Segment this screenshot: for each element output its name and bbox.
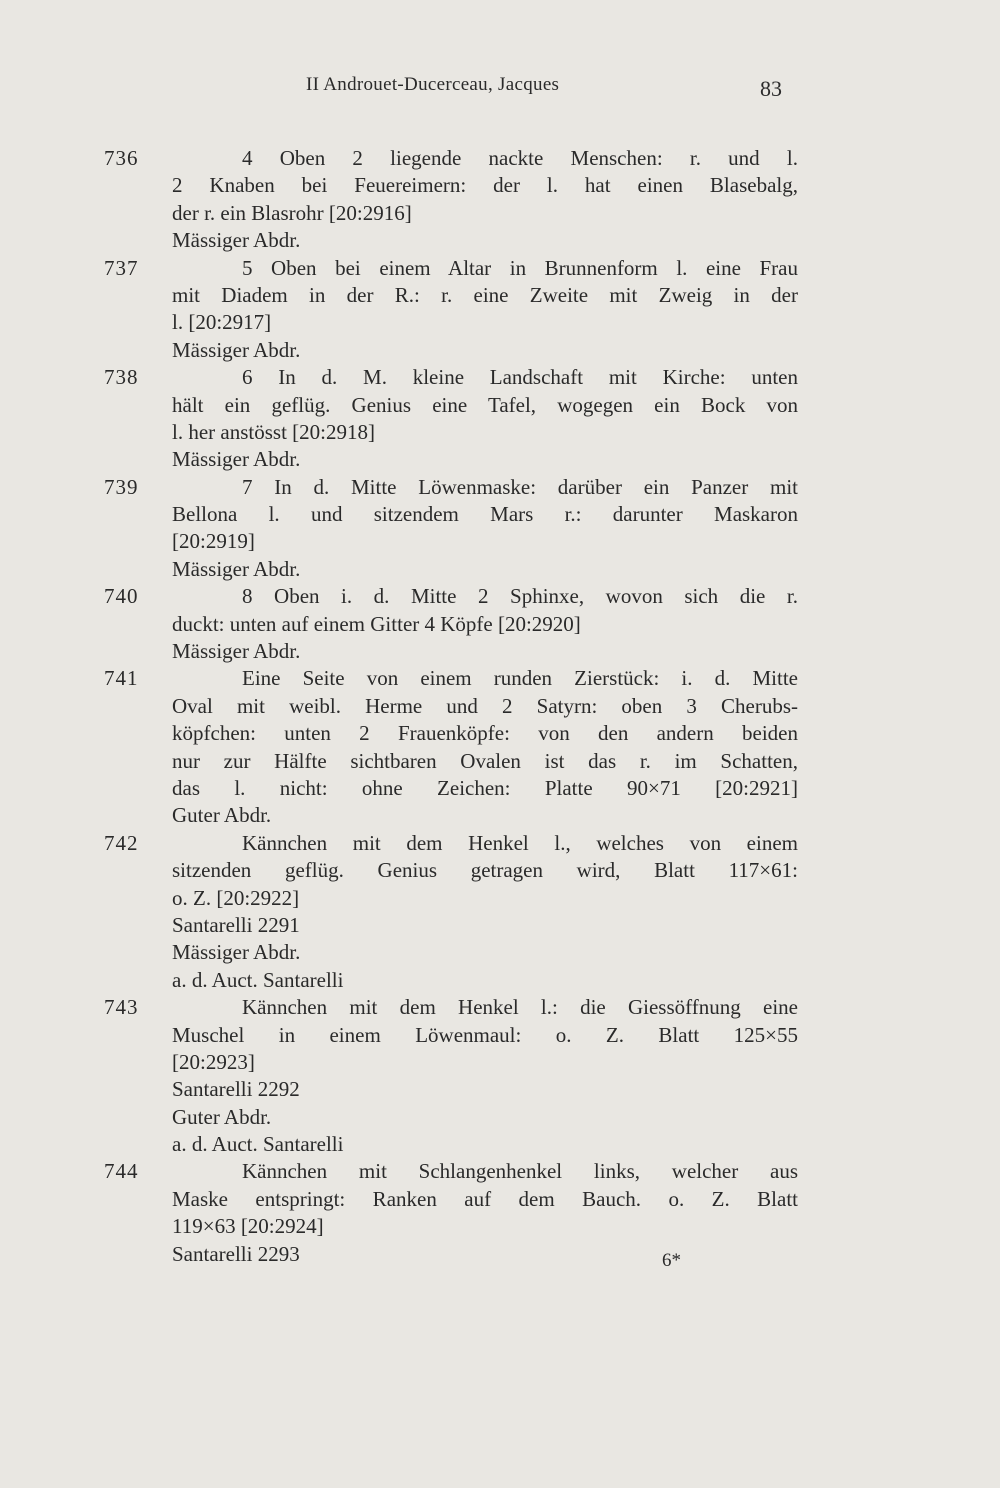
entry-line: 119×63 [20:2924] xyxy=(172,1214,324,1239)
entry-number: 741 xyxy=(104,666,139,691)
entry-line: Guter Abdr. xyxy=(172,1104,272,1129)
entry-line: 5 Oben bei einem Altar in Brunnenform l. eine Frau xyxy=(242,255,798,280)
entry-description xyxy=(172,255,798,365)
entry-line: [20:2923] xyxy=(172,1049,255,1074)
entry-line: Mässiger Abdr. xyxy=(172,228,301,253)
entry-line: l. [20:2917] xyxy=(172,310,272,335)
entry-line: Mässiger Abdr. xyxy=(172,447,301,472)
entry-line: Mässiger Abdr. xyxy=(172,940,301,965)
entry-line: hält ein geflüg. Genius eine Tafel, wogegen ein Bock von xyxy=(172,392,798,417)
entry-description xyxy=(172,1158,798,1268)
entry-line: duckt: unten auf einem Gitter 4 Köpfe [20:2920] xyxy=(172,611,581,636)
catalogue-entry xyxy=(0,474,1000,584)
entry-line: Mässiger Abdr. xyxy=(172,337,301,362)
entry-line: a. d. Auct. Santarelli xyxy=(172,967,344,992)
entry-line: 8 Oben i. d. Mitte 2 Sphinxe, wovon sich die r. xyxy=(242,584,798,609)
catalogue-entry xyxy=(0,665,1000,829)
entry-line: nur zur Hälfte sichtbaren Ovalen ist das r. im Schatten, xyxy=(172,748,798,773)
catalogue-entries xyxy=(0,145,1000,1268)
entry-line: Guter Abdr. xyxy=(172,803,272,828)
entry-description xyxy=(172,583,798,665)
catalogue-entry xyxy=(0,583,1000,665)
entry-number: 740 xyxy=(104,584,139,609)
entry-line: Santarelli 2293 xyxy=(172,1241,300,1266)
entry-description xyxy=(172,665,798,829)
entry-line: Kännchen mit dem Henkel l.: die Giessöffnung eine xyxy=(242,995,798,1020)
entry-line: Mässiger Abdr. xyxy=(172,556,301,581)
entry-description xyxy=(172,830,798,994)
entry-line: Kännchen mit Schlangenhenkel links, welcher aus xyxy=(242,1159,798,1184)
entry-description xyxy=(172,364,798,474)
entry-line: Santarelli 2291 xyxy=(172,912,300,937)
running-title: II Androuet-Ducerceau, Jacques xyxy=(306,74,560,95)
entry-description xyxy=(172,145,798,255)
entry-line: a. d. Auct. Santarelli xyxy=(172,1132,344,1157)
entry-line: das l. nicht: ohne Zeichen: Platte 90×71 [20:2921] xyxy=(172,775,798,800)
page-number: 83 xyxy=(760,76,782,101)
entry-line: Eine Seite von einem runden Zierstück: i. d. Mitte xyxy=(242,666,798,691)
entry-line: Santarelli 2292 xyxy=(172,1077,300,1102)
entry-line: 2 Knaben bei Feuereimern: der l. hat einen Blasebalg, xyxy=(172,173,798,198)
entry-line: [20:2919] xyxy=(172,529,255,554)
entry-number: 737 xyxy=(104,255,139,280)
catalogue-entry xyxy=(0,255,1000,365)
entry-number: 739 xyxy=(104,474,139,499)
page-header xyxy=(0,74,1000,104)
entry-number: 736 xyxy=(104,146,139,170)
entry-line: 7 In d. Mitte Löwenmaske: darüber ein Panzer mit xyxy=(242,474,798,499)
entry-line: Maske entspringt: Ranken auf dem Bauch. o. Z. Blatt xyxy=(172,1186,798,1211)
catalogue-entry xyxy=(0,830,1000,994)
catalogue-entry xyxy=(0,994,1000,1158)
catalogue-entry xyxy=(0,364,1000,474)
entry-line: der r. ein Blasrohr [20:2916] xyxy=(172,200,412,225)
entry-line: Mässiger Abdr. xyxy=(172,639,301,664)
entry-number: 738 xyxy=(104,365,139,390)
catalogue-entry xyxy=(0,1158,1000,1268)
entry-description xyxy=(172,474,798,584)
entry-number: 743 xyxy=(104,995,139,1020)
entry-line: köpfchen: unten 2 Frauenköpfe: von den andern beiden xyxy=(172,721,798,746)
entry-line: Kännchen mit dem Henkel l., welches von einem xyxy=(242,830,798,855)
entry-number: 742 xyxy=(104,830,139,855)
entry-line: 6 In d. M. kleine Landschaft mit Kirche: unten xyxy=(242,365,798,390)
entry-line: mit Diadem in der R.: r. eine Zweite mit Zweig in der xyxy=(172,282,798,307)
entry-line: Bellona l. und sitzendem Mars r.: darunter Maskaron xyxy=(172,502,798,527)
entry-description xyxy=(172,994,798,1158)
entry-line: 4 Oben 2 liegende nackte Menschen: r. und l. xyxy=(242,146,798,170)
entry-line: l. her anstösst [20:2918] xyxy=(172,419,375,444)
entry-number: 744 xyxy=(104,1159,139,1184)
signature-mark: 6* xyxy=(662,1250,681,1271)
entry-line: Muschel in einem Löwenmaul: o. Z. Blatt 125×55 xyxy=(172,1022,798,1047)
entry-line: sitzenden geflüg. Genius getragen wird, Blatt 117×61: xyxy=(172,858,798,883)
catalogue-entry xyxy=(0,145,1000,255)
entry-line: o. Z. [20:2922] xyxy=(172,885,300,910)
entry-line: Oval mit weibl. Herme und 2 Satyrn: oben 3 Cherubs- xyxy=(172,693,798,718)
